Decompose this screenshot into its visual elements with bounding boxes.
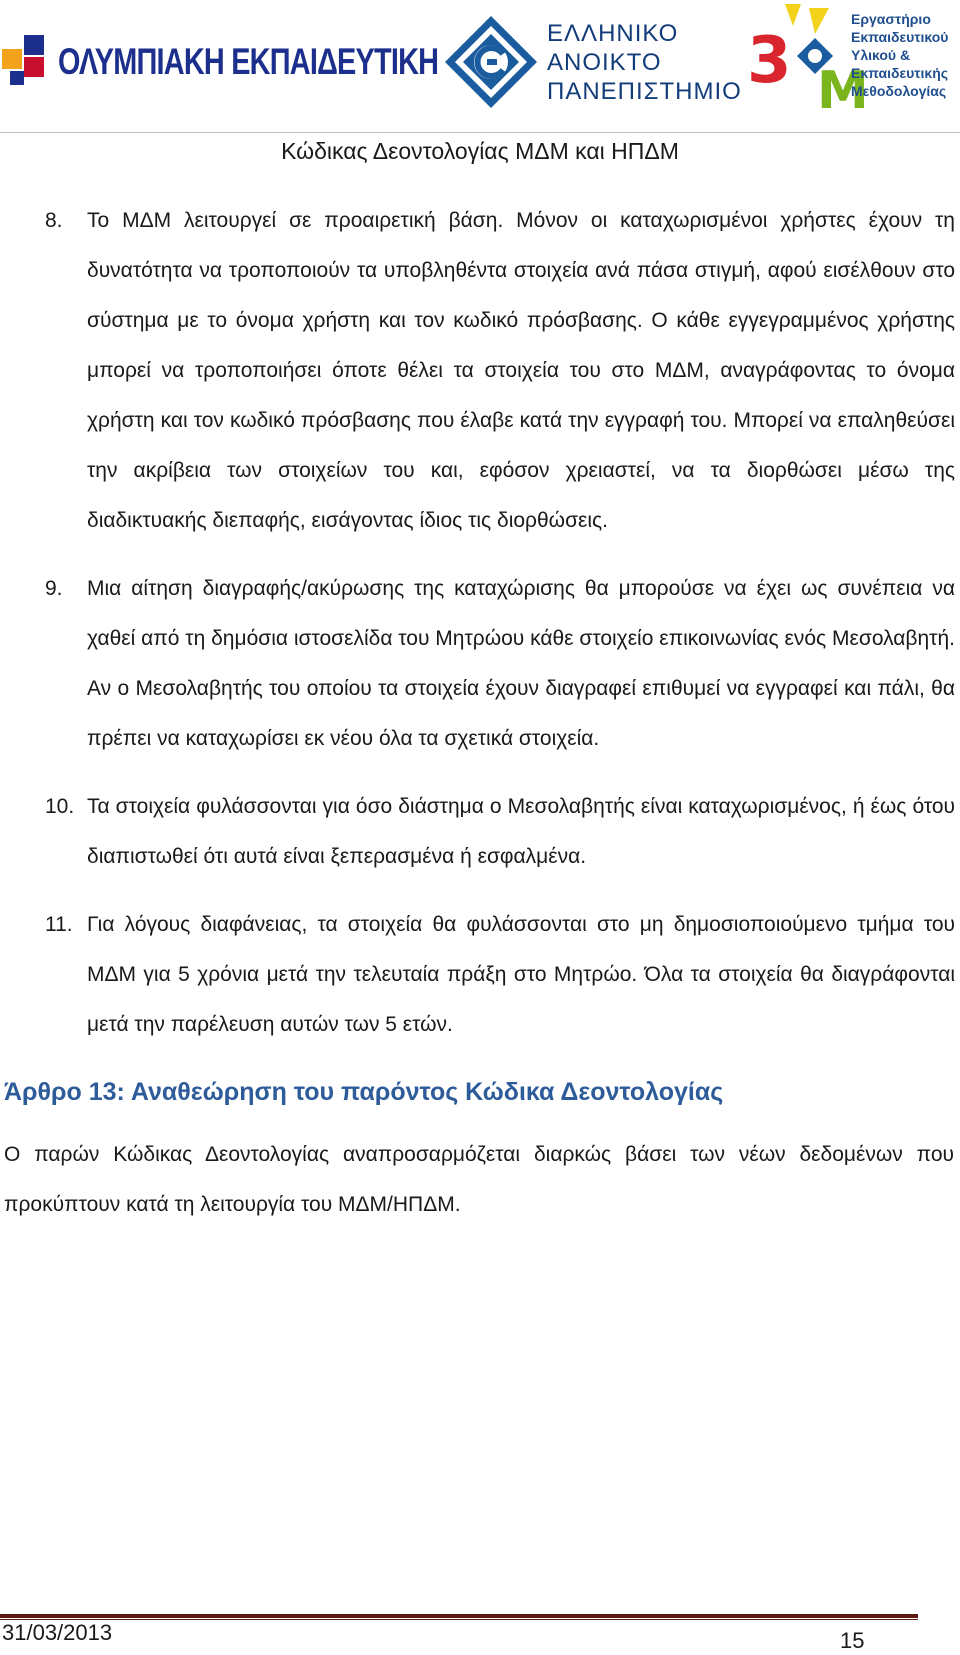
document-title: Κώδικας Δεοντολογίας ΜΔΜ και ΗΠΔΜ — [281, 138, 679, 164]
eap-logo — [443, 14, 742, 110]
3em-logo — [745, 4, 949, 121]
eap-logo-line: ΠΑΝΕΠΙΣΤΗΜΙΟ — [547, 77, 742, 105]
eap-logo-text — [547, 19, 742, 106]
eap-logo-line: ΑΝΟΙΚΤΟ — [547, 48, 662, 76]
list-item — [45, 196, 955, 546]
eap-logo-line: ΕΛΛΗΝΙΚΟ — [547, 19, 679, 47]
list-item — [45, 782, 955, 882]
list-item-number: 8. — [45, 209, 63, 232]
3em-logo-icon — [745, 4, 869, 121]
3em-logo-line: Μεθοδολογίας — [851, 83, 947, 99]
article-paragraph: Ο παρών Κώδικας Δεοντολογίας αναπροσαρμόζεται διαρκώς βάσει των νέων δεδομένων που προκύπτουν κατά τη λειτουργία του ΜΔΜ/ΗΠΔΜ. — [4, 1143, 954, 1216]
3em-logo-line: Υλικού & — [851, 47, 911, 63]
page-number: 15 — [840, 1628, 865, 1653]
3em-logo-text — [851, 10, 948, 100]
list-item-text: Το ΜΔΜ λειτουργεί σε προαιρετική βάση. Μόνον οι καταχωρισμένοι χρήστες έχουν τη δυνατότητα να τροποποιούν τα υποβληθέντα στοιχεία ανά πάσα στιγμή, αφού εισέλθουν στο σύστημα με το όνομα χρήστη και τον κωδικό πρόσβασης. Ο κάθε εγγεγραμμένος χρήστης μπορεί να τροποποιήσει όποτε θέλει τα στοιχεία του στο ΜΔΜ, αναγράφοντας το όνομα χρήστη και τον κωδικό πρόσβασης που έλαβε κατά την εγγραφή του. Μπορεί να επαληθεύσει την ακρίβεια των στοιχείων του και, εφόσον χρειαστεί, να τα διορθώσει μέσω της διαδικτυακής διεπαφής, εισάγοντας ίδιος τις διορθώσεις. — [87, 209, 955, 532]
olympiaki-logo-icon — [2, 35, 54, 89]
footer-date: 31/03/2013 — [2, 1620, 113, 1645]
list-item-text: Μια αίτηση διαγραφής/ακύρωσης της καταχώρισης θα μπορούσε να έχει ως συνέπεια να χαθεί από τη δημόσια ιστοσελίδα του Μητρώου κάθε στοιχείο επικοινωνίας ενός Μεσολαβητή. Αν ο Μεσολαβητής του οποίου τα στοιχεία έχουν διαγραφεί επιθυμεί να εγγραφεί και πάλι, θα πρέπει να καταχωρίσει εκ νέου όλα τα σχετικά στοιχεία. — [87, 577, 955, 750]
article-heading: Άρθρο 13: Αναθεώρηση του παρόντος Κώδικα Δεοντολογίας — [4, 1078, 724, 1106]
3em-logo-line: Εκπαιδευτικού — [851, 29, 949, 45]
list-item-text: Τα στοιχεία φυλάσσονται για όσο διάστημα ο Μεσολαβητής είναι καταχωρισμένος, ή έως ότου διαπιστωθεί ότι αυτά είναι ξεπερασμένα ή εσφαλμένα. — [87, 795, 955, 868]
list-item — [45, 564, 955, 764]
header-divider — [0, 132, 960, 133]
list-item-text: Για λόγους διαφάνειας, τα στοιχεία θα φυλάσσονται στο μη δημοσιοποιούμενο τμήμα του ΜΔΜ για 5 χρόνια μετά την τελευταία πράξη στο Μητρώο. Όλα τα στοιχεία θα διαγράφονται μετά την παρέλευση αυτών των 5 ετών. — [87, 913, 955, 1036]
list-item-number: 11. — [45, 913, 73, 936]
list-item — [45, 900, 955, 1050]
footer-divider-thick — [0, 1614, 918, 1618]
svg-text:Μ: Μ — [817, 61, 869, 121]
3em-logo-line: Εκπαιδευτικής — [851, 65, 949, 81]
footer-divider-thin — [0, 1619, 918, 1620]
olympiaki-logo-text: ΟΛΥΜΠΙΑΚΗ ΕΚΠΑΙΔΕΥΤΙΚΗ — [58, 41, 439, 82]
document-body — [0, 196, 960, 1230]
3em-logo-line: Εργαστήριο — [851, 11, 931, 27]
list-item-number: 10. — [45, 795, 75, 818]
svg-text:3: 3 — [747, 24, 792, 98]
eap-logo-icon — [443, 14, 539, 110]
page-header — [0, 0, 960, 130]
list-item-number: 9. — [45, 577, 63, 600]
